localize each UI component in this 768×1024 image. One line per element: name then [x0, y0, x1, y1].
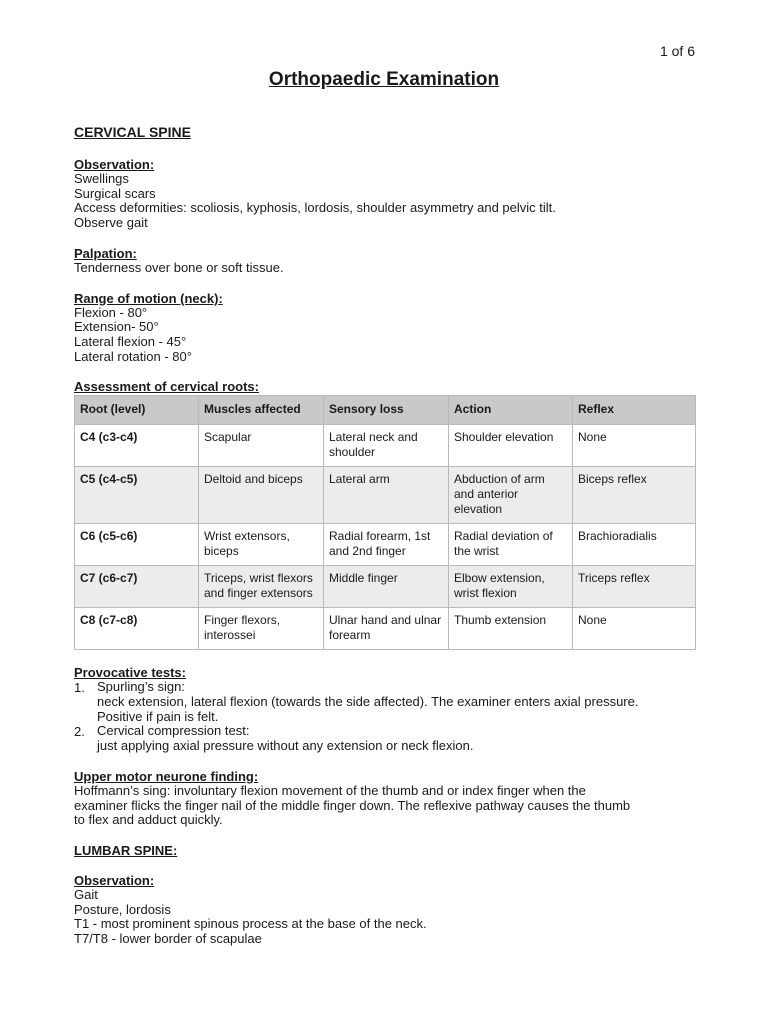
section-title-lumbar-spine: LUMBAR SPINE:	[74, 842, 178, 858]
cervical-roots-table	[74, 395, 696, 650]
table-cell: None	[573, 608, 696, 650]
test-description: just applying axial pressure without any extension or neck flexion.	[97, 738, 474, 754]
column-header: Reflex	[573, 396, 696, 425]
observation-line: Swellings	[74, 171, 129, 186]
table-cell: Ulnar hand and ulnar forearm	[324, 608, 449, 650]
provocative-tests-block	[74, 665, 698, 754]
lumbar-observation-heading: Observation:	[74, 872, 155, 888]
observation-line: Access deformities: scoliosis, kyphosis, lordosis, shoulder asymmetry and pelvic tilt.	[74, 200, 556, 216]
table-cell: Deltoid and biceps	[199, 467, 324, 524]
table-cell: Radial deviation of the wrist	[449, 524, 573, 566]
palpation-line: Tenderness over bone or soft tissue.	[74, 259, 284, 275]
lumbar-observation-line: Gait	[74, 886, 98, 902]
column-header: Root (level)	[75, 396, 199, 425]
range-of-motion-block	[74, 291, 698, 365]
column-header: Muscles affected	[199, 396, 324, 425]
range-line: Flexion - 80°	[74, 304, 148, 320]
table-cell: Lateral neck and shoulder	[324, 425, 449, 467]
palpation-block	[74, 246, 698, 276]
list-item	[74, 724, 698, 753]
lumbar-observation-line: T7/T8 - lower border of scapulae	[74, 931, 262, 947]
test-name: Cervical compression test:	[97, 723, 250, 739]
column-header: Sensory loss	[324, 396, 449, 425]
table-cell: Scapular	[199, 425, 324, 467]
lumbar-observation-block	[74, 873, 698, 947]
cervical-roots-heading: Assessment of cervical roots:	[74, 379, 259, 395]
table-row	[75, 467, 696, 524]
document-body	[74, 123, 698, 947]
provocative-tests-heading: Provocative tests:	[74, 665, 186, 681]
section-title-cervical-spine: CERVICAL SPINE	[74, 124, 191, 140]
table-cell: Triceps, wrist flexors and finger extensors	[199, 566, 324, 608]
upper-motor-neurone-heading: Upper motor neurone finding:	[74, 768, 259, 784]
table-cell: C4 (c3-c4)	[75, 425, 199, 467]
range-line: Lateral flexion - 45°	[74, 333, 187, 349]
table-cell: Thumb extension	[449, 608, 573, 650]
table-cell: Radial forearm, 1st and 2nd finger	[324, 524, 449, 566]
table-cell: Elbow extension, wrist flexion	[449, 566, 573, 608]
observation-line: Observe gait	[74, 215, 148, 231]
test-description: Positive if pain is felt.	[97, 708, 219, 724]
table-cell: Brachioradialis	[573, 524, 696, 566]
table-cell: None	[573, 425, 696, 467]
table-cell: C5 (c4-c5)	[75, 467, 199, 524]
lumbar-observation-line: T1 - most prominent spinous process at the base of the neck.	[74, 916, 427, 932]
table-cell: Finger flexors, interossei	[199, 608, 324, 650]
table-row	[75, 425, 696, 467]
table-row	[75, 566, 696, 608]
lumbar-observation-line: Posture, lordosis	[74, 901, 171, 917]
range-of-motion-heading: Range of motion (neck):	[74, 290, 223, 306]
table-cell: Wrist extensors, biceps	[199, 524, 324, 566]
list-item	[74, 680, 698, 724]
umn-line: to flex and adduct quickly.	[74, 812, 223, 828]
test-description: neck extension, lateral flexion (towards the side affected). The examiner enters axial pressure.	[97, 694, 639, 710]
list-number: 2.	[74, 724, 85, 740]
table-cell: C7 (c6-c7)	[75, 566, 199, 608]
range-line: Lateral rotation - 80°	[74, 348, 192, 364]
table-cell: Lateral arm	[324, 467, 449, 524]
list-number: 1.	[74, 680, 85, 696]
table-cell: Middle finger	[324, 566, 449, 608]
observation-block	[74, 157, 698, 231]
observation-heading: Observation:	[74, 157, 155, 172]
table-row	[75, 608, 696, 650]
table-header-row	[75, 396, 696, 425]
range-line: Extension- 50°	[74, 319, 159, 335]
table-cell: C8 (c7-c8)	[75, 608, 199, 650]
table-cell: C6 (c5-c6)	[75, 524, 199, 566]
upper-motor-neurone-block	[74, 769, 698, 828]
table-cell: Shoulder elevation	[449, 425, 573, 467]
column-header: Action	[449, 396, 573, 425]
umn-line: Hoffmann’s sing: involuntary flexion movement of the thumb and or index finger when the	[74, 782, 586, 798]
umn-line: examiner flicks the finger nail of the middle finger down. The reflexive pathway causes the thumb	[74, 797, 631, 813]
provocative-tests-list	[74, 680, 698, 754]
document-title: Orthopaedic Examination	[268, 69, 500, 90]
test-name: Spurling’s sign:	[97, 679, 185, 695]
page-number: 1 of 6	[659, 43, 695, 59]
observation-line: Surgical scars	[74, 185, 156, 201]
table-cell: Biceps reflex	[573, 467, 696, 524]
palpation-heading: Palpation:	[74, 245, 137, 261]
table-row	[75, 524, 696, 566]
table-cell: Abduction of arm and anterior elevation	[449, 467, 573, 524]
table-cell: Triceps reflex	[573, 566, 696, 608]
